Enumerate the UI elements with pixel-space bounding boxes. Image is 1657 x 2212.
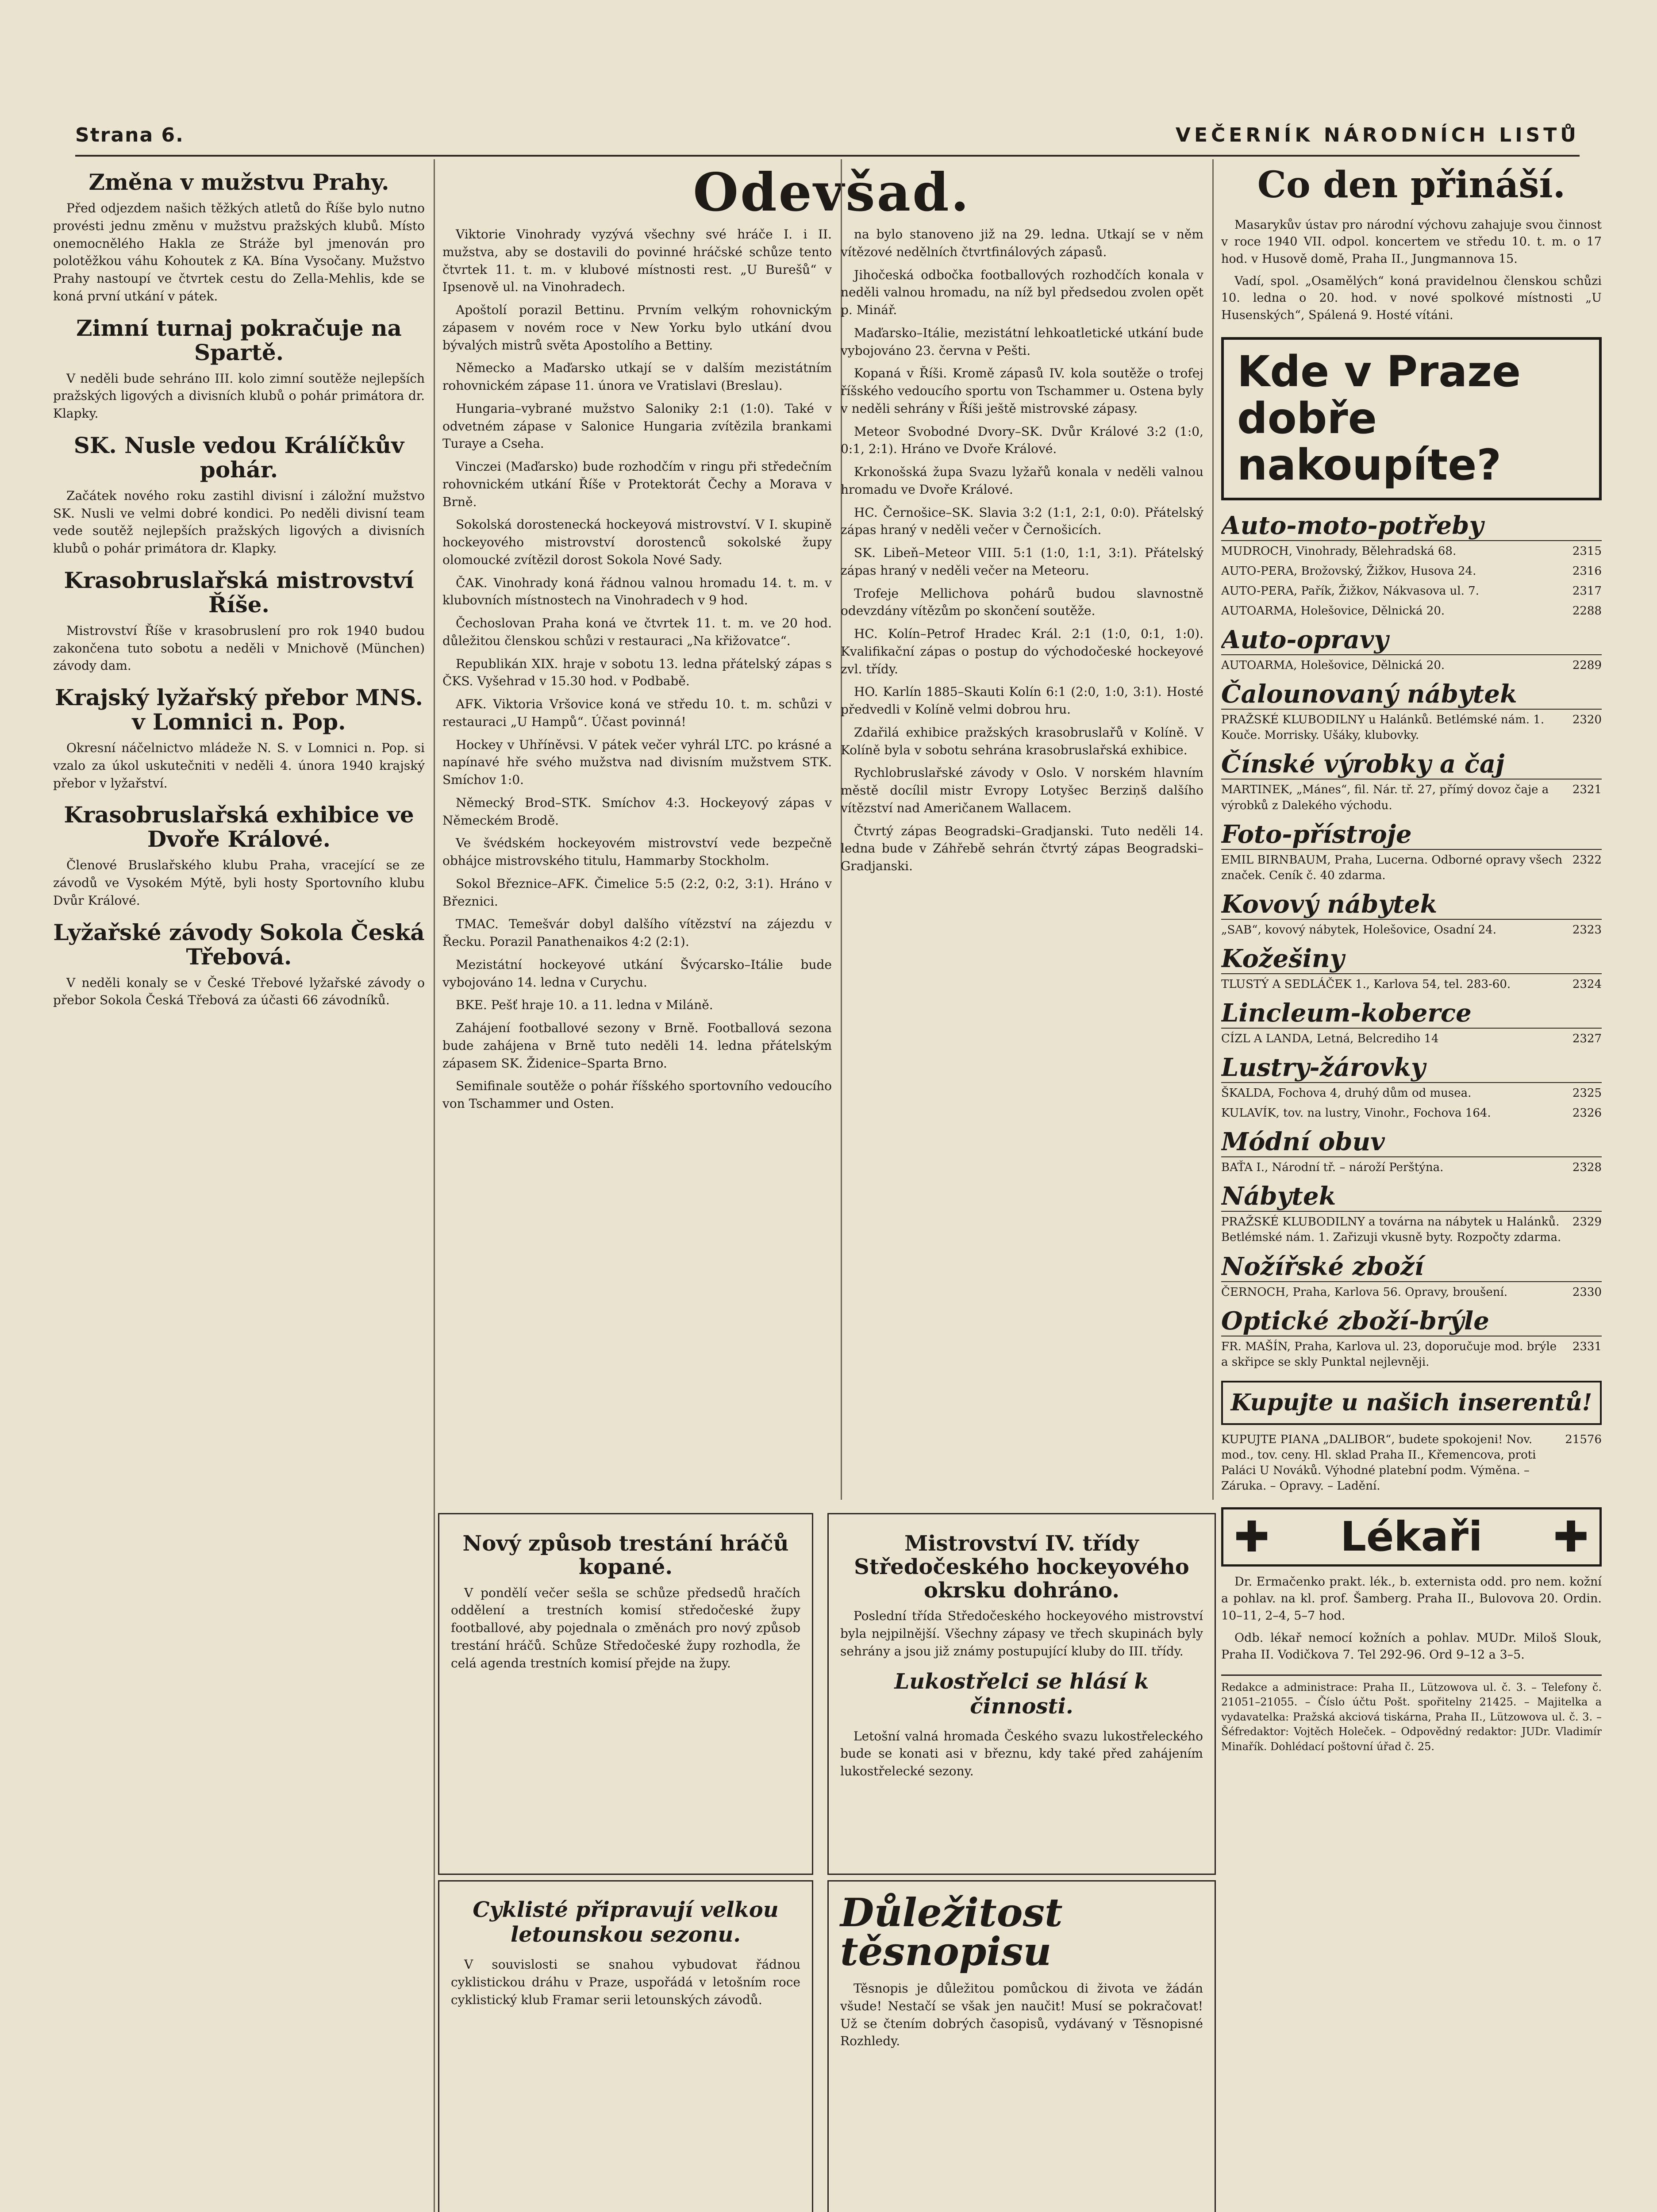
cross-icon: ✚ xyxy=(1553,1512,1589,1562)
article-text: Německý Brod–STK. Smíchov 4:3. Hockeyový zápas v Německém Brodě. xyxy=(442,795,832,828)
ad-number: 2322 xyxy=(1572,853,1602,867)
article-text: Trofeje Mellichova pohárů budou slavnostně odevzdány vítězům po skončení soutěže. xyxy=(841,586,1203,618)
ad-number: 2327 xyxy=(1572,1032,1602,1045)
ad-entry xyxy=(1221,584,1602,599)
article-text: Apoštolí porazil Bettinu. Prvním velkým rohovnickým zápasem v novém roce v New Yorku bylo utkání dvou bývalých mistrů světa Apostolího a Bettiny. xyxy=(442,303,832,353)
article-text: Kopaná v Říši. Kromě zápasů IV. kola soutěže o trofej říšského vedoucího sportu von Tschammer u. Ostena byly v neděli sehrány v Říši ještě mistrovské zápasy. xyxy=(841,366,1203,416)
ad-text: FR. MAŠÍN, Praha, Karlova ul. 23, doporučuje mod. brýle a skřipce se skly Punktal nejlevněji. xyxy=(1221,1340,1557,1369)
article-text: HC. Kolín–Petrof Hradec Král. 2:1 (1:0, 0:1, 1:0). Kvalifikační zápas o postup do východočeské hockeyové zvl. třídy. xyxy=(841,626,1203,676)
ad-entry xyxy=(1221,1160,1602,1175)
article-text: Masarykův ústav pro národní výchovu zahajuje svou činnost v roce 1940 VII. odpol. koncertem ve středu 10. t. m. o 17 hod. v Husově domě, Praha II., Jungmannova 15. xyxy=(1221,218,1602,266)
article-text: V neděli konaly se v České Třebové lyžařské závody o přebor Sokola Česká Třebová za účasti 66 závodníků. xyxy=(53,975,425,1008)
article-text: SK. Libeň–Meteor VIII. 5:1 (1:0, 1:1, 3:1). Přátelský zápas hraný v neděli večer na Meteoru. xyxy=(841,545,1203,578)
article-text: Před odjezdem našich těžkých atletů do Říše bylo nutno provésti jednu změnu v mužstvu pražských klubů. Místo onemocnělého Hakla ze Stráže byl jmenován pro polotěžkou váhu Kohoutek z KA. Bína Vysočany. Mužstvo Prahy nastoupí ve čtvrtek cestu do Zella-Mehlis, kde se koná první utkání v pátek. xyxy=(53,201,425,303)
article-text: Krkonošská župa Svazu lyžařů konala v neděli valnou hromadu ve Dvoře Králové. xyxy=(841,465,1203,497)
article-title: Lyžařské závody Sokola Česká Třebová. xyxy=(53,919,425,970)
ad-number: 21576 xyxy=(1565,1432,1602,1446)
article-text: Sokol Březnice–AFK. Čimelice 5:5 (2:2, 0:2, 3:1). Hráno v Březnici. xyxy=(442,876,832,909)
ad-text: PRAŽSKÉ KLUBODILNY u Halánků. Betlémské nám. 1. Kouče. Morrisky. Ušáky, klubovky. xyxy=(1221,713,1545,742)
ad-text: AUTOARMA, Holešovice, Dělnická 20. xyxy=(1221,604,1445,618)
section-title: Co den přináší. xyxy=(1257,164,1566,206)
column-3 xyxy=(841,159,1214,1500)
ad-text: BAŤA I., Národní tř. – nároží Perštýna. xyxy=(1221,1161,1444,1175)
article-text: Zdařilá exhibice pražských krasobruslařů v Kolíně. V Kolíně byla v sobotu sehrána krasobruslařská exhibice. xyxy=(841,725,1203,757)
ad-entry xyxy=(1221,1106,1602,1121)
ad-text: CÍZL A LANDA, Letná, Belcrediho 14 xyxy=(1221,1032,1439,1045)
buy-banner: Kupujte u našich inserentů! xyxy=(1221,1381,1602,1425)
article-text: Sokolská dorostenecká hockeyová mistrovství. V I. skupině hockeyového mistrovství dorostenců sokolské župy olomoucké zvítězil dorost Sokola Nové Sady. xyxy=(442,517,832,567)
article-text: na bylo stanoveno již na 29. ledna. Utkají se v něm vítězové nedělních čtvrtfinálových zápasů. xyxy=(841,227,1203,259)
ad-entry xyxy=(1221,712,1602,743)
article-text: Začátek nového roku zastihl divisní i záložní mužstvo SK. Nusli ve velmi dobré kondici. Po neděli divisní team vede soutěž nejlepších pražských ligových a divisních klubů o pohár primátora dr. Klapky. xyxy=(53,488,425,556)
article-title: Cyklisté připravují velkou letounskou sezonu. xyxy=(473,1897,779,1947)
article-text: V pondělí večer sešla se schůze předsedů hračích oddělení a trestních komisí středočeské župy footballové, aby pojednala o změnách pro nový způsob trestání hráčů. Schůze Středočeské župy rozhodla, že celá agenda trestních komisí přejde na župy. xyxy=(451,1585,800,1671)
article-text: HO. Karlín 1885–Skauti Kolín 6:1 (2:0, 1:0, 3:1). Hosté předvedli v Kolíně velmi dobrou hru. xyxy=(841,684,1203,717)
article-text: AFK. Viktoria Vršovice koná ve středu 10. t. m. schůzi v restauraci „U Hampů“. Účast povinná! xyxy=(442,697,832,729)
ad-text: MUDROCH, Vinohrady, Bělehradská 68. xyxy=(1221,544,1457,558)
ad-category: Optické zboží-brýle xyxy=(1221,1306,1602,1336)
ad-number: 2325 xyxy=(1572,1087,1602,1100)
article-box-hockey xyxy=(827,1513,1216,1875)
ad-entry xyxy=(1221,782,1602,813)
masthead: VEČERNÍK NÁRODNÍCH LISTŮ xyxy=(1175,123,1580,146)
ad-text: KULAVÍK, tov. na lustry, Vinohr., Fochova 164. xyxy=(1221,1106,1491,1120)
big-headline: Odevšad. xyxy=(693,161,971,223)
column-4 xyxy=(1221,159,1602,2212)
ad-category: Lustry-žárovky xyxy=(1221,1053,1602,1083)
article-text: Hungaria–vybrané mužstvo Saloniky 2:1 (1:0). Také v odvetném zápase v Salonice Hungaria zvítězila brankami Turaye a Cseha. xyxy=(442,401,832,451)
ad-text: TLUSTÝ A SEDLÁČEK 1., Karlova 54, tel. 283-60. xyxy=(1221,977,1511,991)
ad-entry xyxy=(1221,1214,1602,1245)
ad-number: 2321 xyxy=(1572,783,1602,797)
cross-icon: ✚ xyxy=(1234,1512,1270,1562)
article-title: Krajský lyžařský přebor MNS. v Lomnici n. Pop. xyxy=(55,684,423,735)
article-text: Mistrovství Říše v krasobruslení pro rok 1940 budou zakončena tuto sobotu a neděli v Mnichově (München) závody dam. xyxy=(53,623,425,673)
ad-number: 2288 xyxy=(1572,604,1602,618)
article-text: Členové Bruslařského klubu Praha, vracející se ze závodů ve Vysokém Mýtě, byli hosty Sportovního klubu Dvůr Králové. xyxy=(53,858,425,908)
article-text: Jihočeská odbočka footballových rozhodčích konala v neděli valnou hromadu, na níž byl předsedou zvolen opět p. Minář. xyxy=(841,267,1203,317)
article-text: Vadí, spol. „Osamělých“ koná pravidelnou členskou schůzi 10. ledna o 20. hod. v nové spolkové místnosti „U Husenských“, Spálená 9. Hosté vítáni. xyxy=(1221,274,1602,322)
ad-text: „SAB“, kovový nábytek, Holešovice, Osadní 24. xyxy=(1221,923,1497,937)
article-text: Republikán XIX. hraje v sobotu 13. ledna přátelský zápas s ČKS. Vyšehrad v 15.30 hod. v Podbabě. xyxy=(442,656,832,689)
article-text: Letošní valná hromada Českého svazu lukostřeleckého bude se konati asi v březnu, kdy také před zahájením lukostřelecké sezony. xyxy=(840,1728,1203,1779)
article-text: Čtvrtý zápas Beogradski–Gradjanski. Tuto neděli 14. ledna bude v Záhřebě sehrán čtvrtý zápas Beogradski–Gradjanski. xyxy=(841,823,1203,873)
ad-entry xyxy=(1221,1285,1602,1300)
ad-category: Auto-opravy xyxy=(1221,625,1602,655)
ad-entry xyxy=(1221,564,1602,579)
ad-text: AUTOARMA, Holešovice, Dělnická 20. xyxy=(1221,659,1445,672)
ad-text: MARTINEK, „Mánes“, fil. Nár. tř. 27, přímý dovoz čaje a výrobků z Dalekého východu. xyxy=(1221,783,1549,812)
article-title: Důležitost těsnopisu xyxy=(840,1889,1063,1974)
ad-category: Nábytek xyxy=(1221,1182,1602,1212)
ad-number: 2324 xyxy=(1572,977,1602,991)
ad-entry xyxy=(1221,658,1602,673)
ad-category: Čalounovaný nábytek xyxy=(1221,680,1602,710)
doctors-banner xyxy=(1221,1507,1602,1567)
doctors-title: Lékaři xyxy=(1340,1513,1483,1561)
ad-text: KUPUJTE PIANA „DALIBOR“, budete spokojeni! Nov. mod., tov. ceny. Hl. sklad Praha II., Křemencova, proti Paláci U Nováků. Výhodné platební podm. Výměna. – Záruka. – Opravy. – Ladění. xyxy=(1221,1432,1536,1493)
article-title: Změna v mužstvu Prahy. xyxy=(88,169,389,195)
ad-category: Auto-moto-potřeby xyxy=(1221,511,1602,541)
ad-listings xyxy=(1221,511,1602,1370)
article-text: Maďarsko–Itálie, mezistátní lehkoatletické utkání bude vybojováno 23. června v Pešti. xyxy=(841,325,1203,358)
article-text: V neděli bude sehráno III. kolo zimní soutěže nejlepších pražských ligových a divisních klubů o pohár primátora dr. Klapky. xyxy=(53,371,425,421)
ad-number: 2320 xyxy=(1572,713,1602,727)
ad-entry xyxy=(1221,853,1602,883)
ad-category: Lincleum-koberce xyxy=(1221,998,1602,1029)
ad-number: 2317 xyxy=(1572,584,1602,598)
article-title: Krasobruslařská exhibice ve Dvoře Králové. xyxy=(64,802,414,853)
article-text: Poslední třída Středočeského hockeyového mistrovství byla nejpilnější. Všechny zápasy ve třech skupinách byly sehrány a jsou již známy postupující kluby do III. třídy. xyxy=(840,1609,1203,1659)
article-title: Nový způsob trestání hráčů kopané. xyxy=(462,1531,789,1579)
ad-number: 2326 xyxy=(1572,1106,1602,1120)
article-text: Těsnopis je důležitou pomůckou di života ve žádán všude! Nestačí se však jen naučit! Musí se pokračovat! Už se čtením dobrých časopisů, vydávaný v Těsnopisné Rozhledy. xyxy=(840,1981,1203,2049)
ad-entry xyxy=(1221,603,1602,619)
ad-entry xyxy=(1221,544,1602,559)
article-title: Krasobruslařská mistrovství Říše. xyxy=(64,567,414,618)
ad-text: ŠKALDA, Fochova 4, druhý dům od museа. xyxy=(1221,1087,1472,1100)
article-box-tesnopis xyxy=(827,1880,1216,2212)
article-text: Německo a Maďarsko utkají se v dalším mezistátním rohovnickém zápase 11. února ve Vratislavi (Breslau). xyxy=(442,361,832,393)
column-1 xyxy=(53,159,435,2212)
ad-text: EMIL BIRNBAUM, Praha, Lucerna. Odborné opravy všech značek. Ceník č. 40 zdarma. xyxy=(1221,853,1563,882)
page-number: Strana 6. xyxy=(75,123,184,146)
article-text: Hockey v Uhříněvsi. V pátek večer vyhrál LTC. po krásné a napínavé hře svého mužstva nad divisním mužstvem STK. Smíchov 1:0. xyxy=(442,737,832,787)
ad-category: Módní obuv xyxy=(1221,1127,1602,1157)
ad-entry xyxy=(1221,1339,1602,1370)
ad-category: Kožešiny xyxy=(1221,944,1602,974)
ad-category: Čínské výrobky a čaj xyxy=(1221,749,1602,780)
article-title: Lukostřelci se hlásí k činnosti. xyxy=(894,1669,1149,1719)
article-box-trestani xyxy=(438,1513,813,1875)
article-text: Mezistátní hockeyové utkání Švýcarsko–Itálie bude vybojováno 14. ledna v Curychu. xyxy=(442,957,832,990)
ad-number: 2316 xyxy=(1572,564,1602,578)
ad-number: 2289 xyxy=(1572,659,1602,672)
article-title: SK. Nusle vedou Králíčkův pohár. xyxy=(73,432,404,483)
imprint: Redakce a administrace: Praha II., Lützowova ul. č. 3. – Telefony č. 21051–21055. – Číslo účtu Pošt. spořitelny 21425. – Majitelka a vydavatelka: Pražská akciová tiskárna, Praha II., Lützowova ul. č. 3. – Šéfredaktor: Vojtěch Holeček. – Odpovědný redaktor: JUDr. Vladimír Minařík. Dohlédací poštovní úřad č. 25. xyxy=(1221,1674,1602,1755)
article-text: Meteor Svobodné Dvory–SK. Dvůr Králové 3:2 (1:0, 0:1, 2:1). Hráno ve Dvoře Králové. xyxy=(841,424,1203,457)
ad-text: AUTO-PERA, Pařík, Žižkov, Nákvasova ul. 7. xyxy=(1221,584,1479,598)
shopping-guide-banner: Kde v Praze dobře nakoupíte? xyxy=(1221,337,1602,500)
article-title: Zimní turnaj pokračuje na Spartě. xyxy=(76,315,402,365)
article-text: BKE. Pešť hraje 10. a 11. ledna v Miláně. xyxy=(456,998,713,1013)
ad-entry xyxy=(1221,922,1602,938)
page-header xyxy=(75,115,1580,157)
ad-entry xyxy=(1221,1086,1602,1101)
doctor-ad: Dr. Ermačenko prakt. lék., b. externista odd. pro nem. kožní a pohlav. na kl. prof. Šamberg. Praha II., Bulovova 20. Ordin. 10–11, 2–4, 5–7 hod. xyxy=(1221,1575,1602,1623)
ad-entry xyxy=(1221,977,1602,992)
article-text: ČAK. Vinohrady koná řádnou valnou hromadu 14. t. m. v klubovních místnostech na Vinohradech v 9 hod. xyxy=(442,575,832,608)
column-2 xyxy=(442,159,842,1500)
article-text: Rychlobruslařské závody v Oslo. V norském hlavním městě docílil mistr Evropy Lotyšec Berziņš dalšího vítězství nad Američanem Wallacem. xyxy=(841,765,1203,815)
ad-number: 2330 xyxy=(1572,1285,1602,1299)
doctor-ad: Odb. lékař nemocí kožních a pohlav. MUDr. Miloš Slouk, Praha II. Vodičkova 7. Tel 292-96. Ord 9–12 a 3–5. xyxy=(1221,1631,1602,1662)
article-text: Zahájení footballové sezony v Brně. Footballová sezona bude zahájena v Brně tuto neděli 14. ledna přátelským zápasem SK. Židenice–Sparta Brno. xyxy=(442,1021,832,1071)
article-text: Čechoslovan Praha koná ve čtvrtek 11. t. m. ve 20 hod. důležitou členskou schůzi v restauraci „Na křižovatce“. xyxy=(442,616,832,648)
ad-category: Nožířské zboží xyxy=(1221,1252,1602,1282)
ad-category: Kovový nábytek xyxy=(1221,890,1602,920)
ad-text: ČERNOCH, Praha, Karlova 56. Opravy, broušení. xyxy=(1221,1285,1508,1299)
article-text: Semifinale soutěže o pohár říšského sportovního vedoucího von Tschammer und Osten. xyxy=(442,1079,832,1111)
ad-category: Foto-přístroje xyxy=(1221,820,1602,850)
article-text: HC. Černošice–SK. Slavia 3:2 (1:1, 2:1, 0:0). Přátelský zápas hraný v neděli večer v Černošicích. xyxy=(841,505,1203,538)
article-box-cyklisti xyxy=(438,1880,813,2212)
article-text: TMAC. Temešvár dobyl dalšího vítězství na zájezdu v Řecku. Porazil Panathenaikos 4:2 (2:1). xyxy=(442,917,832,949)
ad-number: 2328 xyxy=(1572,1161,1602,1175)
article-text: Ve švédském hockeyovém mistrovství vede bezpečně obhájce mistrovského titulu, Hammarby Stockholm. xyxy=(442,836,832,868)
ad-text: PRAŽSKÉ KLUBODILNY a továrna na nábytek u Halánků. Betlémské nám. 1. Zařizuji vkusně byty. Rozpočty zdarma. xyxy=(1221,1215,1561,1244)
ad-text: AUTO-PERA, Brožovský, Žižkov, Husova 24. xyxy=(1221,564,1476,578)
ad-number: 2331 xyxy=(1572,1340,1602,1353)
piano-ad xyxy=(1221,1432,1602,1494)
article-text: Okresní náčelnictvo mládeže N. S. v Lomnici n. Pop. si vzalo za úkol uskutečniti v neděli 4. února 1940 krajský přebor v lyžařství. xyxy=(53,741,425,791)
article-text: Viktorie Vinohrady vyzývá všechny své hráče I. i II. mužstva, aby se dostavili do povinné hráčské schůze tento čtvrtek 11. t. m. v klubové místnosti rest. „U Burešů“ v Ipsenově ul. na Vinohradech. xyxy=(442,227,832,295)
article-text: V souvislosti se snahou vybudovat řádnou cyklistickou dráhu v Praze, uspořádá v letošním roce cyklistický klub Framar serii letounských závodů. xyxy=(451,1957,800,2007)
article-title: Mistrovství IV. třídy Středočeského hockeyového okrsku dohráno. xyxy=(854,1531,1189,1603)
ad-number: 2315 xyxy=(1572,544,1602,558)
ad-number: 2323 xyxy=(1572,923,1602,937)
article-text: Vinczei (Maďarsko) bude rozhodčím v ringu při středečním rohovnickém utkání Říše v Protektorát Čechy a Morava v Brně. xyxy=(442,459,832,509)
ad-entry xyxy=(1221,1031,1602,1047)
ad-number: 2329 xyxy=(1572,1215,1602,1229)
